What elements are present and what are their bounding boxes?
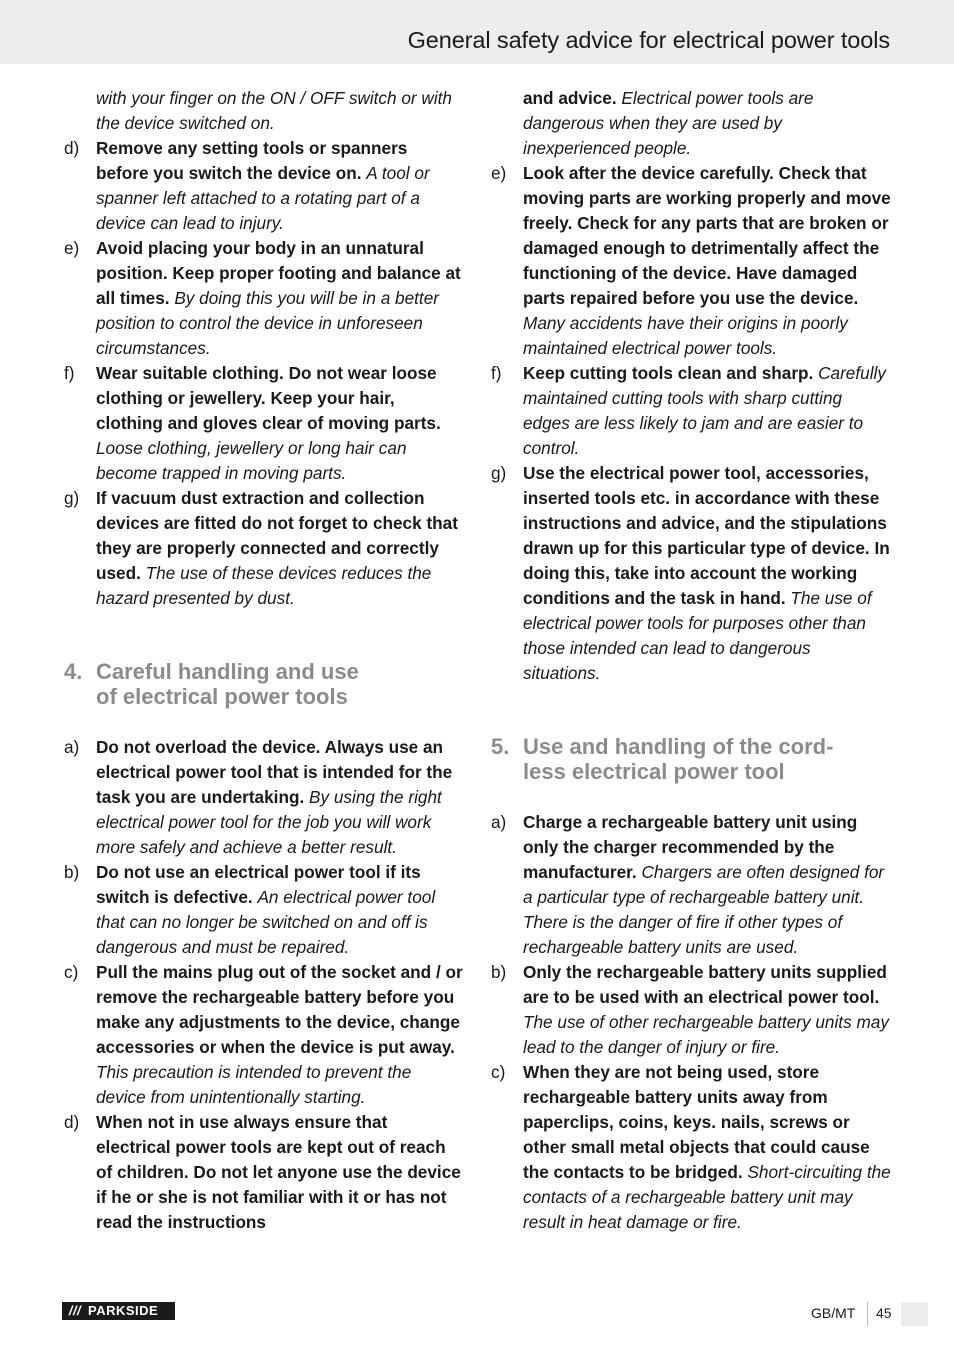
item-bold: Look after the device carefully. Check that moving parts are working properly and move freely. Check for any parts that are broken or damaged enough to detrimentally affect the functioning of the device. Have damaged parts repaired before you use the device. xyxy=(523,163,891,308)
item-letter: g) xyxy=(491,463,507,483)
item-bold: Only the rechargeable battery units supplied are to be used with an electrical power tool. xyxy=(523,962,887,1007)
section-heading xyxy=(62,659,464,709)
continued-text xyxy=(489,86,891,161)
item-italic: The use of other rechargeable battery units may lead to the danger of injury or fire. xyxy=(523,1012,889,1057)
section-heading-line: Use and handling of the cord- xyxy=(523,734,834,759)
item-bold: Avoid placing your body in an unnatural position. Keep proper footing and balance at all times. xyxy=(96,238,461,308)
list-item xyxy=(62,960,464,1110)
section-number: 5. xyxy=(491,734,510,759)
list-item xyxy=(489,810,891,960)
header-band xyxy=(0,0,954,64)
page-number: 45 xyxy=(876,1305,892,1321)
list-item xyxy=(62,735,464,860)
item-bold: Use the electrical power tool, accessories, inserted tools etc. in accordance with these instructions and advice, and the stipulations drawn up for this particular type of device. In doing this, take into account the working conditions and the task in hand. xyxy=(523,463,890,608)
right-column xyxy=(489,86,891,1235)
list-item xyxy=(62,361,464,486)
item-italic: The use of these devices reduces the hazard presented by dust. xyxy=(96,563,432,608)
item-italic: Many accidents have their origins in poorly maintained electrical power tools. xyxy=(523,313,848,358)
list-item xyxy=(489,161,891,361)
item-bold: When not in use always ensure that electrical power tools are kept out of reach of children. Do not let anyone use the device if he or she is not familiar with it or has not read the instructions xyxy=(96,1112,461,1232)
item-bold: Keep cutting tools clean and sharp. xyxy=(523,363,814,383)
item-letter: c) xyxy=(64,962,79,982)
item-bold: Remove any setting tools or spanners before you switch the device on. xyxy=(96,138,408,183)
item-letter: c) xyxy=(491,1062,506,1082)
item-bold: Pull the mains plug out of the socket and / or remove the rechargeable battery before you make any adjustments to the device, change accessories or when the device is put away. xyxy=(96,962,463,1057)
item-letter: b) xyxy=(64,862,80,882)
item-italic: This precaution is intended to prevent the device from unintentionally starting. xyxy=(96,1062,412,1107)
item-letter: b) xyxy=(491,962,507,982)
list-item xyxy=(489,361,891,461)
item-letter: g) xyxy=(64,488,80,508)
item-italic: The use of electrical power tools for purposes other than those intended can lead to dangerous situations. xyxy=(523,588,872,683)
item-bold: Do not use an electrical power tool if its switch is defective. xyxy=(96,862,421,907)
item-italic: An electrical power tool that can no longer be switched on and off is dangerous and must be repaired. xyxy=(96,887,436,957)
logo-slashes: /// xyxy=(68,1303,82,1318)
item-italic: By doing this you will be in a better position to control the device in unforeseen circumstances. xyxy=(96,288,439,358)
item-letter: a) xyxy=(64,737,80,757)
list-item xyxy=(489,461,891,686)
item-italic: By using the right electrical power tool for the job you will work more safely and achieve a better result. xyxy=(96,787,442,857)
footer-divider xyxy=(867,1302,868,1326)
item-bold: Wear suitable clothing. Do not wear loose clothing or jewellery. Keep your hair, clothing and gloves clear of moving parts. xyxy=(96,363,441,433)
footer-tab-box xyxy=(901,1302,928,1326)
section-heading xyxy=(489,734,891,784)
parkside-logo xyxy=(62,1302,175,1320)
section-number: 4. xyxy=(64,659,83,684)
item-letter: d) xyxy=(64,138,80,158)
item-letter: e) xyxy=(491,163,507,183)
logo-wordmark: PARKSIDE xyxy=(88,1303,159,1318)
list-item xyxy=(62,1110,464,1235)
left-column xyxy=(62,86,464,1235)
item-letter: a) xyxy=(491,812,507,832)
section-heading-line: less electrical power tool xyxy=(523,759,785,784)
item-italic: A tool or spanner left attached to a rotating part of a device can lead to injury. xyxy=(96,163,430,233)
section-heading-line: of electrical power tools xyxy=(96,684,348,709)
item-bold: Charge a rechargeable battery unit using only the charger recommended by the manufacturer. xyxy=(523,812,858,882)
item-letter: f) xyxy=(64,363,75,383)
item-letter: d) xyxy=(64,1112,80,1132)
item-letter: e) xyxy=(64,238,80,258)
item-italic: Chargers are often designed for a particular type of rechargeable battery unit. There is the danger of fire if other types of rechargeable battery units are used. xyxy=(523,862,885,957)
continued-italic: Electrical power tools are dangerous when they are used by inexperienced people. xyxy=(523,88,814,158)
list-item xyxy=(489,960,891,1060)
list-item xyxy=(489,1060,891,1235)
footer-locale: GB/MT xyxy=(811,1305,856,1321)
item-italic: Carefully maintained cutting tools with sharp cutting edges are less likely to jam and are easier to control. xyxy=(523,363,886,458)
continued-italic: with your finger on the ON / OFF switch or with the device switched on. xyxy=(96,88,452,133)
item-bold: When they are not being used, store rechargeable battery units away from paperclips, coins, keys. nails, screws or other small metal objects that could cause the contacts to be bridged. xyxy=(523,1062,870,1182)
item-bold: Do not overload the device. Always use an electrical power tool that is intended for the task you are undertaking. xyxy=(96,737,453,807)
item-letter: f) xyxy=(491,363,502,383)
list-item xyxy=(62,486,464,611)
item-italic: Short-circuiting the contacts of a rechargeable battery unit may result in heat damage or fire. xyxy=(523,1162,891,1232)
continued-bold: and advice. xyxy=(523,88,617,108)
list-item xyxy=(62,136,464,236)
continued-text xyxy=(62,86,464,136)
list-item xyxy=(62,236,464,361)
page-title: General safety advice for electrical power tools xyxy=(407,27,890,53)
list-item xyxy=(62,860,464,960)
item-bold: If vacuum dust extraction and collection devices are fitted do not forget to check that they are properly connected and correctly used. xyxy=(96,488,458,583)
section-heading-line: Careful handling and use xyxy=(96,659,359,684)
item-italic: Loose clothing, jewellery or long hair can become trapped in moving parts. xyxy=(96,438,407,483)
